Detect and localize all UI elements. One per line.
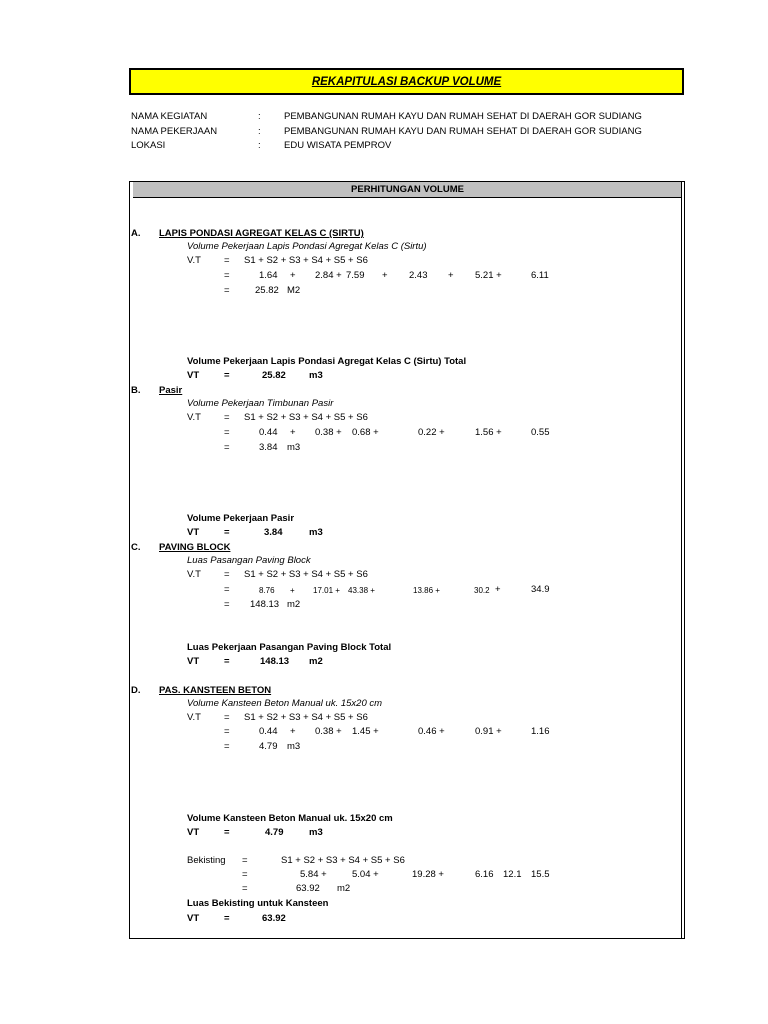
value: 1.56 + — [475, 427, 502, 438]
vt-total-label: VT — [187, 656, 200, 667]
plus: + — [495, 584, 501, 595]
section-b-total-value: 3.84 — [264, 527, 283, 538]
equals: = — [224, 427, 230, 438]
info-label-kegiatan: NAMA KEGIATAN — [131, 111, 208, 122]
vt-total-label: VT — [187, 913, 200, 924]
equals: = — [224, 370, 230, 381]
info-value-lokasi: EDU WISATA PEMPROV — [284, 140, 392, 151]
section-b-letter: B. — [131, 385, 141, 396]
value: 30.2 — [474, 586, 490, 595]
formula: S1 + S2 + S3 + S4 + S5 + S6 — [244, 255, 368, 266]
equals: = — [224, 913, 230, 924]
section-a-subtitle: Volume Pekerjaan Lapis Pondasi Agregat Kelas C (Sirtu) — [187, 241, 427, 252]
plus: + — [290, 726, 296, 737]
result: 63.92 — [296, 883, 320, 894]
unit: m3 — [287, 442, 301, 453]
result: 4.79 — [259, 741, 278, 752]
equals: = — [224, 827, 230, 838]
plus: + — [290, 427, 296, 438]
vt-total-label: VT — [187, 527, 200, 538]
value: 19.28 + — [412, 869, 444, 880]
equals: = — [224, 255, 230, 266]
info-label-lokasi: LOKASI — [131, 140, 166, 151]
plus: + — [448, 270, 454, 281]
section-a-title: LAPIS PONDASI AGREGAT KELAS C (SIRTU) — [159, 228, 364, 239]
document-title: REKAPITULASI BACKUP VOLUME — [311, 76, 502, 88]
section-a-total-unit: m3 — [309, 370, 323, 381]
formula: S1 + S2 + S3 + S4 + S5 + S6 — [244, 412, 368, 423]
value: 15.5 — [531, 869, 550, 880]
value: 0.46 + — [418, 726, 445, 737]
section-b-subtitle: Volume Pekerjaan Timbunan Pasir — [187, 398, 334, 409]
vt-label: V.T — [187, 569, 201, 580]
info-value-kegiatan: PEMBANGUNAN RUMAH KAYU DAN RUMAH SEHAT DI DAERAH GOR SUDIANG — [284, 111, 642, 122]
value: 0.68 + — [352, 427, 379, 438]
value: 12.1 — [503, 869, 522, 880]
value: 8.76 — [259, 586, 275, 595]
equals: = — [224, 285, 230, 296]
section-d-total-value: 4.79 — [265, 827, 284, 838]
value: 0.38 + — [315, 726, 342, 737]
equals: = — [224, 569, 230, 580]
unit: m2 — [287, 599, 301, 610]
value: 0.44 — [259, 427, 278, 438]
value: 17.01 + — [313, 586, 340, 595]
unit: m3 — [287, 741, 301, 752]
result: 25.82 — [255, 285, 279, 296]
value: 13.86 + — [413, 586, 440, 595]
equals: = — [242, 855, 248, 866]
value: 1.16 — [531, 726, 550, 737]
value: 2.43 — [409, 270, 428, 281]
info-label-pekerjaan: NAMA PEKERJAAN — [131, 126, 218, 137]
value: 34.9 — [531, 584, 550, 595]
section-b-total-unit: m3 — [309, 527, 323, 538]
section-d-total-label: Volume Kansteen Beton Manual uk. 15x20 cm — [187, 813, 393, 824]
value: 43.38 + — [348, 586, 375, 595]
value: 0.91 + — [475, 726, 502, 737]
table-header — [133, 182, 682, 198]
result: 3.84 — [259, 442, 278, 453]
value: 0.44 — [259, 726, 278, 737]
section-a-total-value: 25.82 — [262, 370, 286, 381]
value: 5.84 + — [300, 869, 327, 880]
value: 0.55 — [531, 427, 550, 438]
info-sep: : — [258, 140, 261, 151]
section-a-total-label: Volume Pekerjaan Lapis Pondasi Agregat Kelas C (Sirtu) Total — [187, 356, 467, 367]
section-d-total-unit: m3 — [309, 827, 323, 838]
equals: = — [224, 741, 230, 752]
plus: + — [290, 270, 296, 281]
info-value-pekerjaan: PEMBANGUNAN RUMAH KAYU DAN RUMAH SEHAT DI DAERAH GOR SUDIANG — [284, 126, 642, 137]
equals: = — [242, 883, 248, 894]
equals: = — [224, 712, 230, 723]
unit: M2 — [287, 285, 301, 296]
section-c-total-label: Luas Pekerjaan Pasangan Paving Block Total — [187, 642, 392, 653]
value: 6.16 — [475, 869, 494, 880]
section-b-total-label: Volume Pekerjaan Pasir — [187, 513, 295, 524]
value: 7.59 — [346, 270, 365, 281]
table-divider — [681, 182, 682, 938]
section-c-total-value: 148.13 — [260, 656, 290, 667]
unit: m2 — [337, 883, 351, 894]
bekisting-total-label: Luas Bekisting untuk Kansteen — [187, 898, 329, 909]
section-a-letter: A. — [131, 228, 141, 239]
formula: S1 + S2 + S3 + S4 + S5 + S6 — [244, 712, 368, 723]
table-header-label: PERHITUNGAN VOLUME — [351, 184, 464, 195]
value: 0.22 + — [418, 427, 445, 438]
vt-label: V.T — [187, 255, 201, 266]
section-d-letter: D. — [131, 685, 141, 696]
result: 148.13 — [250, 599, 280, 610]
bekisting-total-value: 63.92 — [262, 913, 286, 924]
formula: S1 + S2 + S3 + S4 + S5 + S6 — [281, 855, 405, 866]
section-c-subtitle: Luas Pasangan Paving Block — [187, 555, 311, 566]
plus: + — [382, 270, 388, 281]
value: 5.04 + — [352, 869, 379, 880]
equals: = — [224, 726, 230, 737]
formula: S1 + S2 + S3 + S4 + S5 + S6 — [244, 569, 368, 580]
vt-label: V.T — [187, 412, 201, 423]
value: 5.21 + — [475, 270, 502, 281]
section-d-subtitle: Volume Kansteen Beton Manual uk. 15x20 cm — [187, 698, 383, 709]
value: 1.64 — [259, 270, 278, 281]
vt-label: V.T — [187, 712, 201, 723]
section-c-total-unit: m2 — [309, 656, 323, 667]
equals: = — [224, 656, 230, 667]
equals: = — [224, 599, 230, 610]
equals: = — [224, 584, 230, 595]
plus: + — [290, 586, 295, 595]
equals: = — [224, 270, 230, 281]
section-d-title: PAS. KANSTEEN BETON — [159, 685, 272, 696]
vt-total-label: VT — [187, 370, 200, 381]
equals: = — [224, 527, 230, 538]
equals: = — [242, 869, 248, 880]
section-b-title: Pasir — [159, 385, 183, 396]
bekisting-label: Bekisting — [187, 855, 226, 866]
info-sep: : — [258, 111, 261, 122]
section-c-letter: C. — [131, 542, 141, 553]
value: 1.45 + — [352, 726, 379, 737]
value: 0.38 + — [315, 427, 342, 438]
info-sep: : — [258, 126, 261, 137]
title-box — [129, 68, 684, 95]
value: 6.11 — [531, 270, 549, 281]
equals: = — [224, 412, 230, 423]
equals: = — [224, 442, 230, 453]
section-c-title: PAVING BLOCK — [159, 542, 231, 553]
vt-total-label: VT — [187, 827, 200, 838]
value: 2.84 + — [315, 270, 342, 281]
